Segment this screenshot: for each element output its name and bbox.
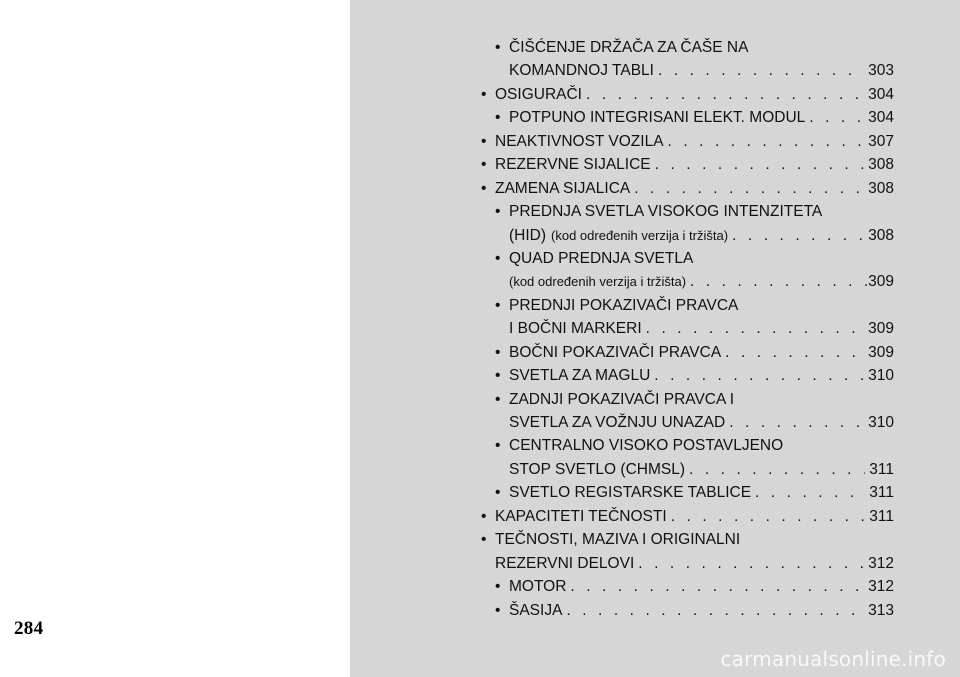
toc-entry-note: (kod određenih verzija i tržišta) [551,227,729,243]
toc-entry-note: (kod određenih verzija i tržišta) [509,274,687,290]
bullet-icon: • [495,578,501,596]
page-number: 284 [14,618,44,639]
toc-entry-title: PREDNJI POKAZIVAČI PRAVCA [509,296,739,314]
leader-dots [729,411,864,434]
bullet-icon: • [495,367,501,385]
leader-dots [725,341,864,364]
leader-dots [689,458,865,481]
bullet-icon: • [495,109,501,127]
bullet-icon: • [495,249,501,267]
toc-entry-title: SVETLO REGISTARSKE TABLICE [509,484,752,502]
toc-page-number: 310 [868,414,894,431]
bullet-icon: • [495,601,501,619]
bullet-icon: • [481,85,487,103]
toc-entry[interactable] [481,481,894,504]
bullet-icon: • [495,390,501,408]
toc-entry-title: STOP SVETLO (CHMSL) [509,460,685,478]
toc-entry[interactable] [481,36,894,83]
toc-page-number: 311 [869,460,894,478]
toc-page-number: 308 [868,179,894,197]
toc-entry-title: POTPUNO INTEGRISANI ELEKT. MODUL [509,109,806,127]
toc-entry[interactable] [481,294,894,341]
toc-entry[interactable] [481,247,894,294]
toc-entry[interactable] [481,200,894,247]
toc-page-number: 308 [868,156,894,174]
leader-dots [668,130,865,153]
toc-page-number: 304 [868,85,894,103]
bullet-icon: • [481,156,487,174]
toc-entry[interactable] [481,388,894,435]
toc-page-number: 312 [868,578,894,596]
toc-entry[interactable] [481,434,894,481]
toc-entry-title: CENTRALNO VISOKO POSTAVLJENO [509,437,784,455]
bullet-icon: • [495,437,501,455]
bullet-icon: • [495,343,501,361]
toc-page-number: 313 [868,601,894,619]
toc-entry[interactable] [481,177,894,200]
bullet-icon: • [495,203,501,221]
toc-entry[interactable] [481,364,894,387]
toc-page-number: 308 [868,226,894,244]
leader-dots [755,481,865,504]
toc-entry[interactable] [481,130,894,153]
toc-entry-title: REZERVNE SIJALICE [495,156,651,174]
toc-entry-title: PREDNJA SVETLA VISOKOG INTENZITETA [509,203,823,221]
leader-dots [654,364,864,387]
leader-dots [732,224,864,247]
leader-dots [655,153,865,176]
leader-dots [634,177,864,200]
bullet-icon: • [481,507,487,525]
toc-entry-title: SVETLA ZA VOŽNJU UNAZAD [509,414,726,431]
toc-entry-title: MOTOR [509,578,567,596]
toc-entry-title: TEČNOSTI, MAZIVA I ORIGINALNI [495,531,741,549]
toc-entry[interactable] [481,341,894,364]
leader-dots [566,599,864,622]
toc-entry-title: (HID) [509,226,547,244]
toc-entry-title: I BOČNI MARKERI [509,320,642,338]
bullet-icon: • [495,39,501,56]
toc-entry-title: KAPACITETI TEČNOSTI [495,507,667,525]
bullet-icon: • [481,179,487,197]
toc-page-number: .309 [863,273,894,291]
leader-dots [671,505,866,528]
bullet-icon: • [481,531,487,549]
toc-entry-title: REZERVNI DELOVI [495,554,635,572]
toc-entry-title: OSIGURAČI [495,85,582,103]
toc-entry-title: ČIŠĆENJE DRŽAČA ZA ČAŠE NA [509,39,749,56]
watermark: carmanualsonline.info [720,647,946,671]
toc-entry-title: BOČNI POKAZIVAČI PRAVCA [509,343,722,361]
toc-page-number: 310 [868,367,894,385]
toc-page-number: 307 [868,132,894,150]
leader-dots [646,317,864,340]
leader-dots [809,106,864,129]
toc-page-number: 309 [868,343,894,361]
toc-entry[interactable] [481,599,894,622]
leader-dots [570,575,864,598]
toc-page-number: 304 [868,109,894,127]
leader-dots [586,83,864,106]
bullet-icon: • [481,132,487,150]
toc-entry[interactable] [481,83,894,106]
toc-entry-title: ZADNJI POKAZIVAČI PRAVCA I [509,390,735,408]
leader-dots [658,59,864,82]
toc-page-number: 309 [868,320,894,338]
toc-entry[interactable] [481,153,894,176]
bullet-icon: • [495,484,501,502]
bullet-icon: • [495,296,501,314]
toc-entry-title: ŠASIJA [509,601,563,619]
toc-entry[interactable] [481,106,894,129]
table-of-contents [481,36,894,622]
toc-entry-title: SVETLA ZA MAGLU [509,367,651,385]
toc-entry[interactable] [481,505,894,528]
leader-dots [638,552,864,575]
toc-entry[interactable] [481,575,894,598]
toc-entry-title: NEAKTIVNOST VOZILA [495,132,664,150]
toc-page-number: 312 [868,554,894,572]
toc-entry-title: KOMANDNOJ TABLI [509,62,654,80]
left-page [0,0,350,677]
toc-entry[interactable] [481,528,894,575]
toc-entry-title: ZAMENA SIJALICA [495,179,631,197]
toc-page-number: 303 [868,62,894,80]
toc-page-number: 311 [869,484,894,502]
toc-page-number: 311 [869,507,894,525]
toc-entry-title: QUAD PREDNJA SVETLA [509,249,694,267]
leader-dots [690,270,860,293]
